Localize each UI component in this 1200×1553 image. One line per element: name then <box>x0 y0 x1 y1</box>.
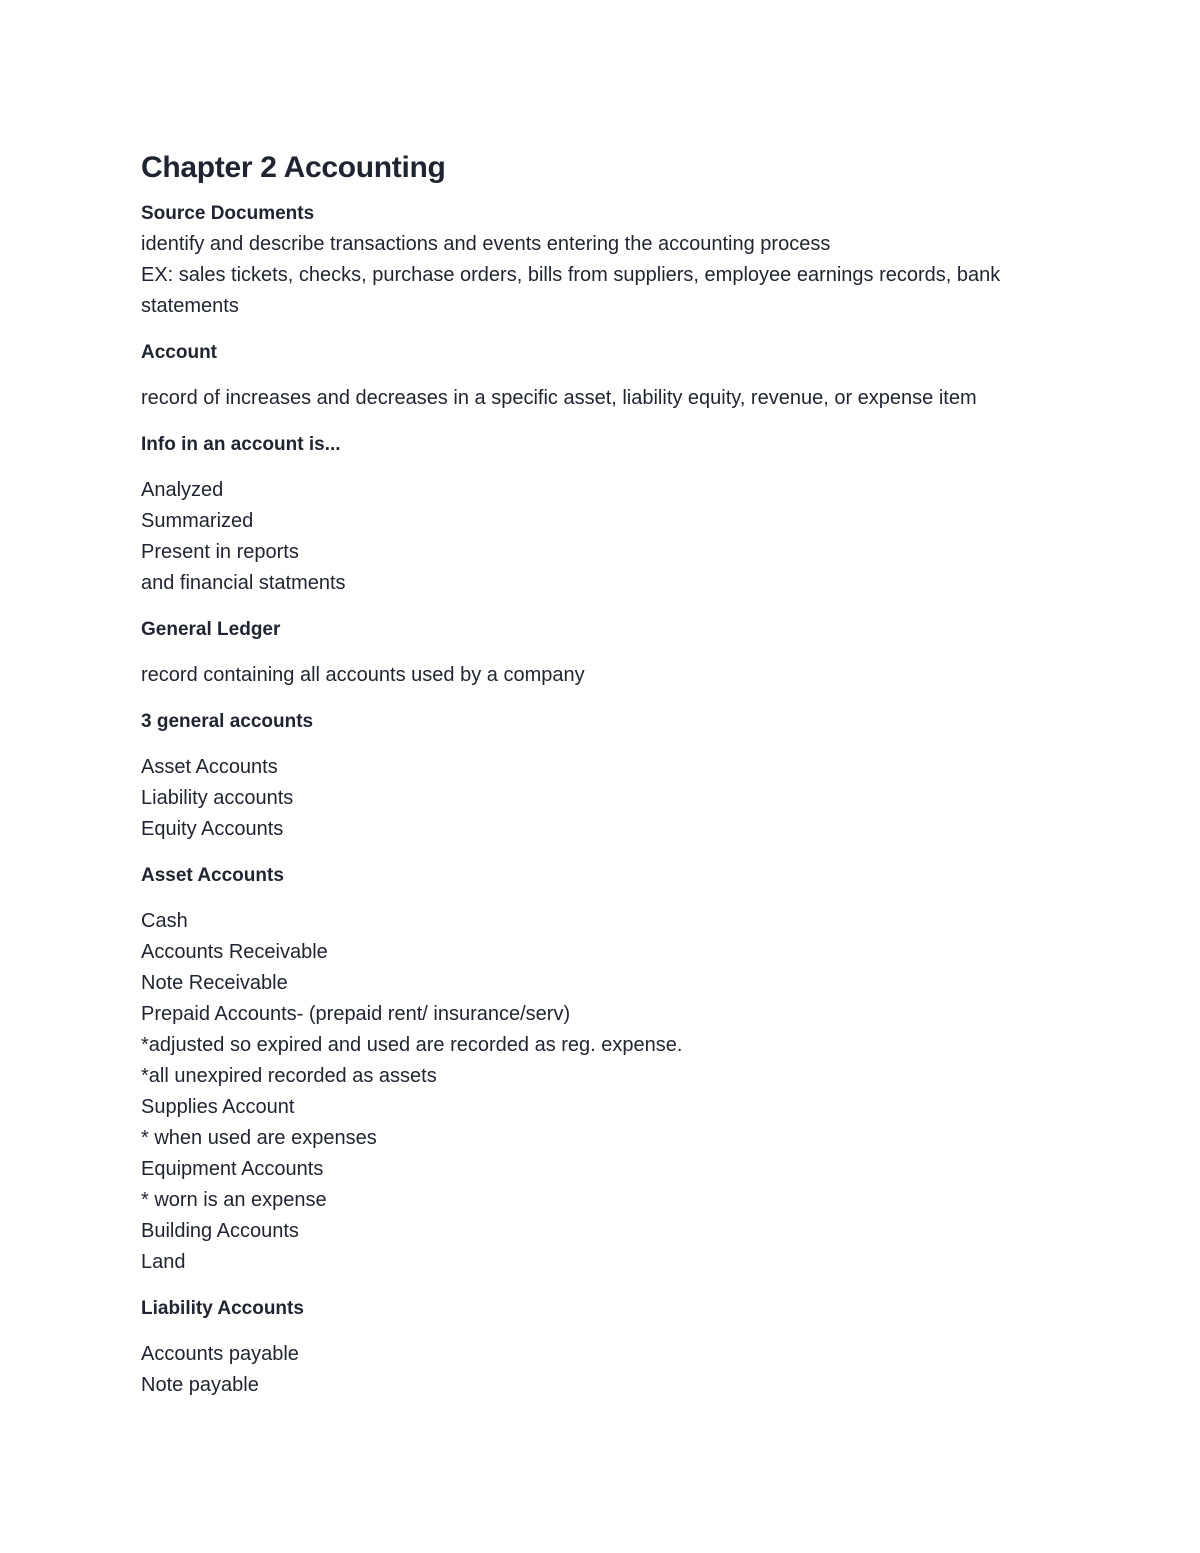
section-line: Accounts Receivable <box>141 941 328 963</box>
section-line: EX: sales tickets, checks, purchase orders, bills from suppliers, employee earnings records, bank <box>141 264 1001 286</box>
section-general-ledger <box>141 614 1061 691</box>
section-heading: Liability Accounts <box>141 1298 304 1319</box>
section-line: Present in reports <box>141 541 299 563</box>
section-liability-accounts <box>141 1293 1061 1401</box>
section-line: Supplies Account <box>141 1096 295 1118</box>
section-line: *adjusted so expired and used are recorded as reg. expense. <box>141 1034 683 1056</box>
section-line: Prepaid Accounts- (prepaid rent/ insurance/serv) <box>141 1003 571 1025</box>
section-line: *all unexpired recorded as assets <box>141 1065 437 1087</box>
section-line: and financial statments <box>141 572 346 594</box>
section-line: record of increases and decreases in a specific asset, liability equity, revenue, or expense item <box>141 387 977 409</box>
section-line: Liability accounts <box>141 787 294 809</box>
section-line: Equity Accounts <box>141 818 284 840</box>
section-heading: Info in an account is... <box>141 434 341 455</box>
section-line: * when used are expenses <box>141 1127 377 1149</box>
section-line: Equipment Accounts <box>141 1158 324 1180</box>
section-heading: Account <box>141 342 217 363</box>
section-line: Land <box>141 1251 186 1273</box>
section-line: identify and describe transactions and events entering the accounting process <box>141 233 831 255</box>
section-line: Summarized <box>141 510 254 532</box>
section-line: record containing all accounts used by a company <box>141 664 585 686</box>
section-line: Note Receivable <box>141 972 288 994</box>
document-page <box>141 150 1061 1401</box>
section-heading: General Ledger <box>141 619 281 640</box>
section-line: statements <box>141 295 239 317</box>
document-title: Chapter 2 Accounting <box>141 151 446 184</box>
section-heading: Asset Accounts <box>141 865 284 886</box>
section-line: Analyzed <box>141 479 224 501</box>
section-line: Building Accounts <box>141 1220 299 1242</box>
section-line: * worn is an expense <box>141 1189 327 1211</box>
section-line: Asset Accounts <box>141 756 278 778</box>
section-account <box>141 337 1061 414</box>
section-line: Accounts payable <box>141 1343 299 1365</box>
section-three-general-accounts <box>141 706 1061 845</box>
section-line: Note payable <box>141 1374 259 1396</box>
section-line: Cash <box>141 910 188 932</box>
section-info-in-account <box>141 429 1061 599</box>
section-asset-accounts <box>141 860 1061 1278</box>
section-source-documents <box>141 198 1061 322</box>
section-heading: 3 general accounts <box>141 711 314 732</box>
section-heading: Source Documents <box>141 203 315 224</box>
